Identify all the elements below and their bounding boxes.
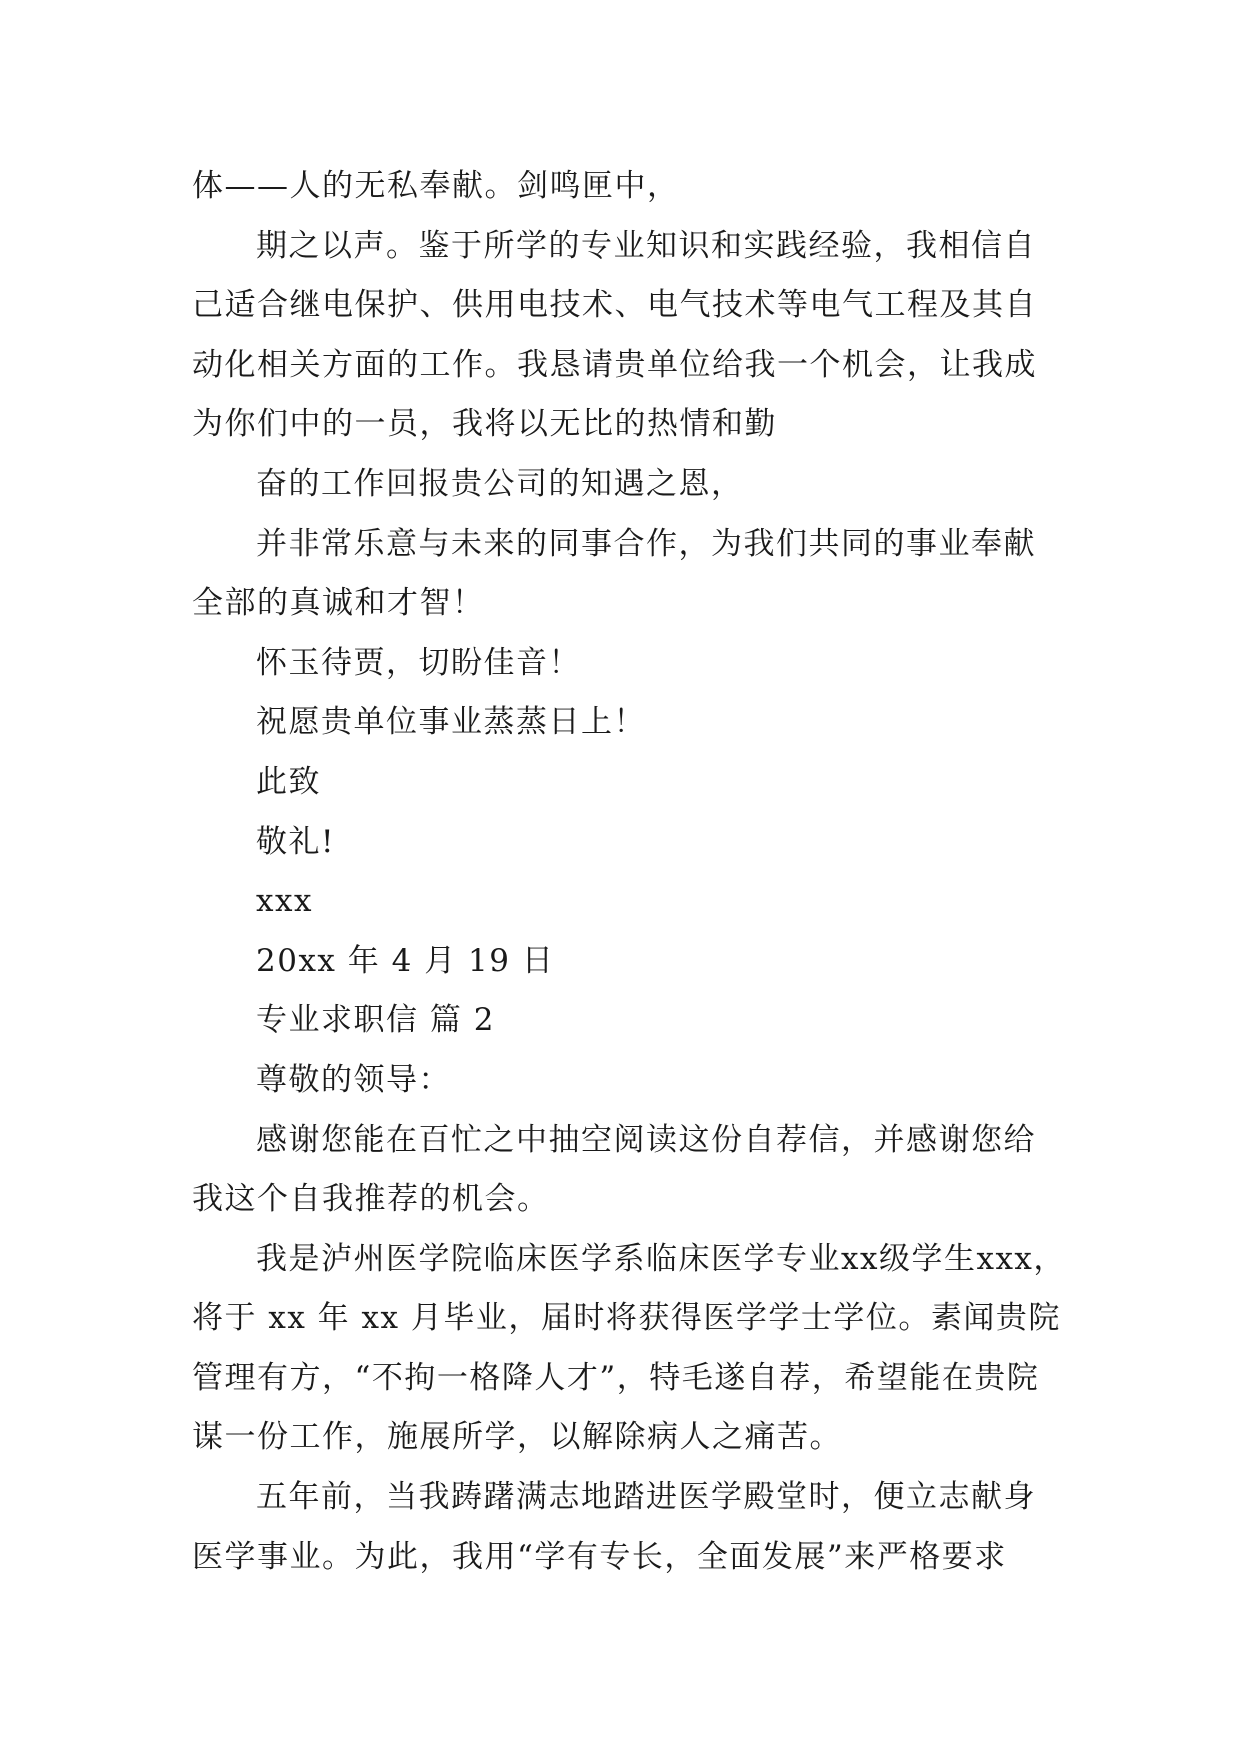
text-line: 将于 xx 年 xx 月毕业，届时将获得医学学士学位。素闻贵院: [192, 1300, 1061, 1337]
text-line: 我是泸州医学院临床医学系临床医学专业xx级学生xxx，: [256, 1240, 1066, 1277]
text-line: 为你们中的一员，我将以无比的热情和勤: [192, 406, 777, 443]
text-line: 感谢您能在百忙之中抽空阅读这份自荐信，并感谢您给: [256, 1121, 1036, 1158]
text-line: 怀玉待贾，切盼佳音！: [256, 644, 581, 681]
text-line: 20xx 年 4 月 19 日: [256, 942, 555, 979]
text-line: 此致: [256, 763, 321, 800]
text-line: 专业求职信 篇 2: [256, 1002, 495, 1039]
text-line: 动化相关方面的工作。我恳请贵单位给我一个机会，让我成: [192, 346, 1037, 383]
text-line: 己适合继电保护、供用电技术、电气技术等电气工程及其自: [192, 287, 1037, 324]
text-line: 全部的真诚和才智！: [192, 585, 485, 622]
text-line: 五年前，当我踌躇满志地踏进医学殿堂时，便立志献身: [256, 1479, 1036, 1516]
text-line: 并非常乐意与未来的同事合作，为我们共同的事业奉献: [256, 525, 1036, 562]
text-line: 期之以声。鉴于所学的专业知识和实践经验，我相信自: [256, 227, 1036, 264]
text-line: 尊敬的领导：: [256, 1061, 451, 1098]
text-line: 谋一份工作，施展所学，以解除病人之痛苦。: [192, 1419, 842, 1456]
text-line: 医学事业。为此，我用“学有专长，全面发展”来严格要求: [192, 1538, 1007, 1575]
text-line: 敬礼!: [256, 823, 335, 860]
text-line: 祝愿贵单位事业蒸蒸日上！: [256, 704, 646, 741]
text-line: 管理有方，“不拘一格降人才”，特毛遂自荐，希望能在贵院: [192, 1359, 1040, 1396]
text-line: 我这个自我推荐的机会。: [192, 1181, 550, 1218]
text-line: 奋的工作回报贵公司的知遇之恩，: [256, 465, 744, 502]
text-line: 体——人的无私奉献。剑鸣匣中，: [192, 168, 680, 204]
letter-body: [192, 157, 1072, 1587]
text-line: xxx: [256, 883, 313, 920]
